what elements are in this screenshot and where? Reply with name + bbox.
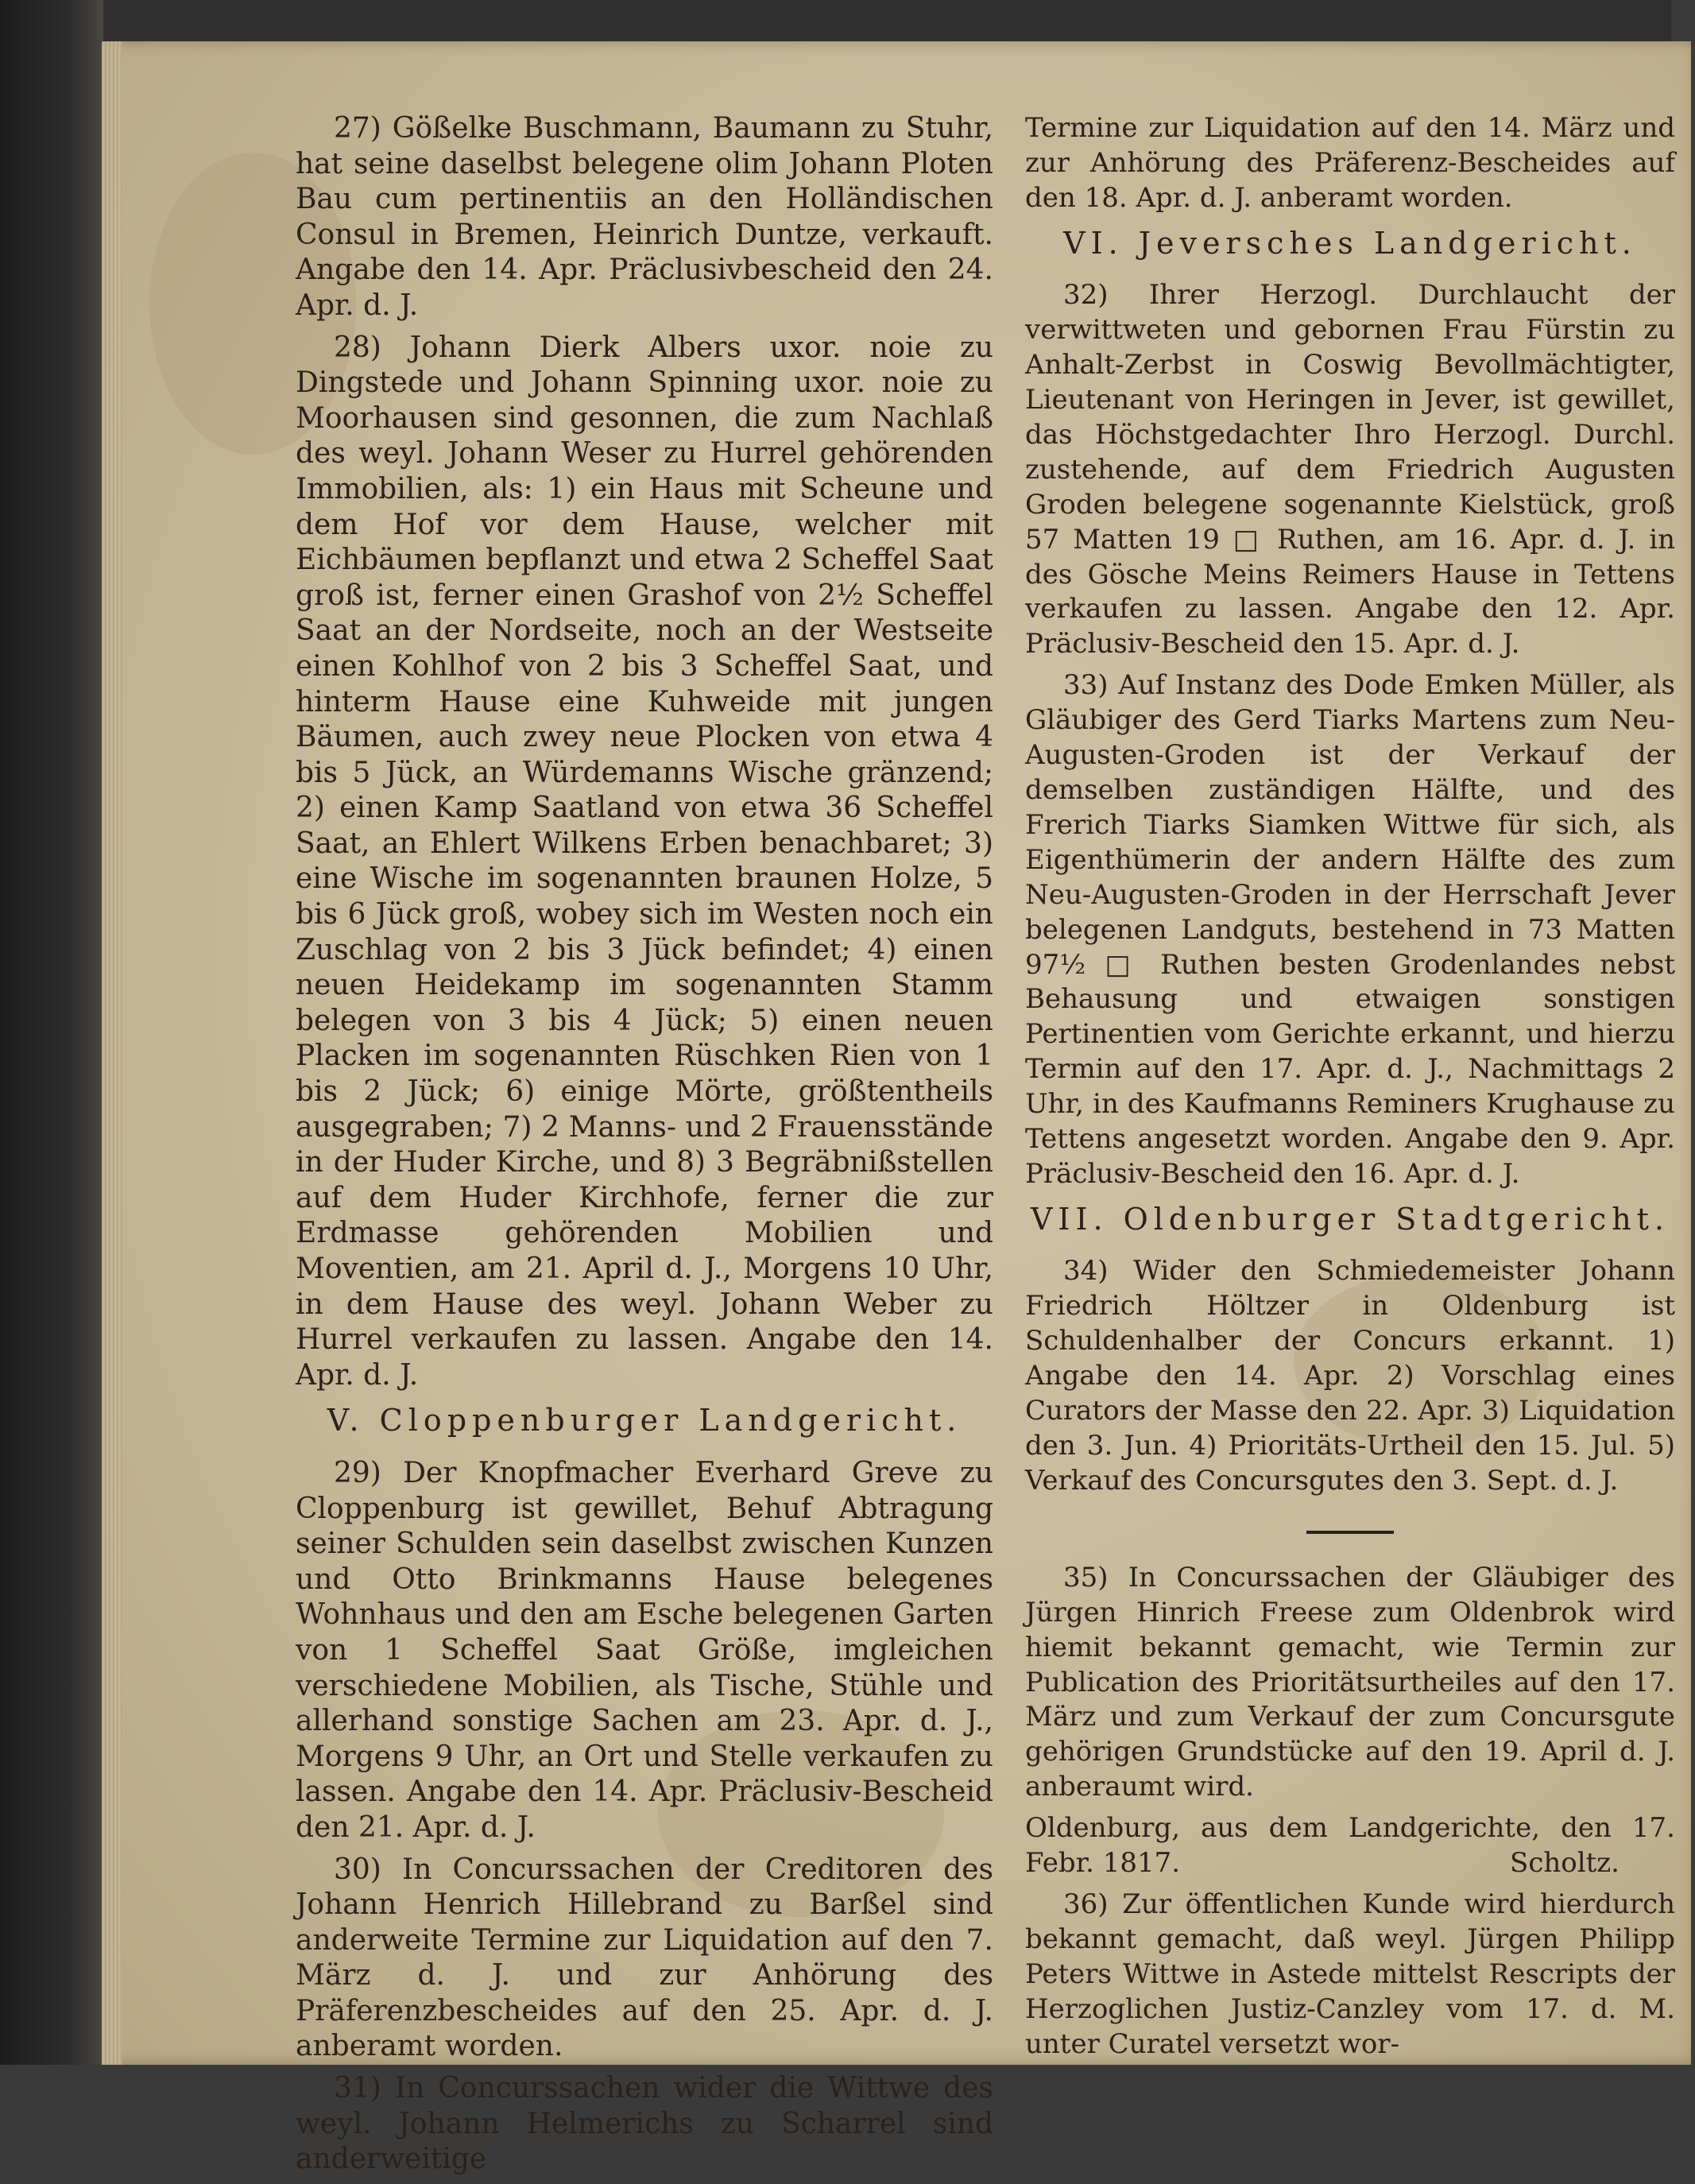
dateline (1025, 1811, 1675, 1881)
section-v-heading: V. Cloppenburger Landgericht. (327, 1403, 962, 1439)
notice-30: 30) In Concurssachen der Creditoren des Johann Henrich Hillebrand zu Barßel sind anderweite Termine zur Liquidation auf den 7. März d. J. und zur Anhörung des Präferenzbescheides auf den 25. Apr. d. J. anberamt worden. (296, 1853, 993, 2063)
notice-35: 35) In Concurssachen der Gläubiger des Jürgen Hinrich Freese zum Oldenbrok wird hiemit bekannt gemacht, wie Termin zur Publication des Prioritätsurtheiles auf den 17. März und zum Verkauf der zum Concursgute gehörigen Grundstücke auf den 19. April d. J. anberaumt wird. (1025, 1561, 1675, 1803)
section-vi-heading: VI. Jeversches Landgericht. (1063, 225, 1637, 261)
notice-28: 28) Johann Dierk Albers uxor. noie zu Dingstede und Johann Spinning uxor. noie zu Moorhausen sind gesonnen, die zum Nachlaß des weyl. Johann Weser zu Hurrel gehörenden Immobilien, als: 1) ein Haus mit Scheune und dem Hof vor dem Hause, welcher mit Eichbäumen bepflanzt und etwa 2 Scheffel Saat groß ist, ferner einen Grashof von 2½ Scheffel Saat an der Nordseite, noch an der Westseite einen Kohlhof von 2 bis 3 Scheffel Saat, und hinterm Hause eine Kuhweide mit jungen Bäumen, auch zwey neue Plocken von etwa 4 bis 5 Jück, an Würdemanns Wische gränzend; 2) einen Kamp Saatland von etwa 36 Scheffel Saat, an Ehlert Wilkens Erben benachbaret; 3) eine Wische im sogenannten braunen Holze, 5 bis 6 Jück groß, wobey sich im Westen noch ein Zuschlag von 2 bis 3 Jück befindet; 4) einen neuen Heidekamp im sogenannten Stamm belegen von 3 bis 4 Jück; 5) einen neuen Placken im sogenannten Rüschken Rien von 1 bis 2 Jück; 6) einige Mörte, größtentheils ausgegraben; 7) 2 Manns- und 2 Frauensstände in der Huder Kirche, und 8) 3 Begräbnißstellen auf dem Huder Kirchhofe, ferner die zur Erdmasse gehörenden Mobilien und Moventien, am 21. April d. J., Morgens 10 Uhr, in dem Hause des weyl. Johann Weber zu Hurrel verkaufen zu lassen. Angabe den 14. Apr. d. J. (296, 331, 993, 1392)
notice-32: 32) Ihrer Herzogl. Durchlaucht der verwittweten und gebornen Frau Fürstin zu Anhalt-Zerbst in Coswig Bevollmächtigter, Lieutenant von Heringen in Jever, ist gewillet, das Höchstgedachter Ihro Herzogl. Durchl. zustehende, auf dem Friedrich Augusten Groden belegene sogenannte Kielstück, groß 57 Matten 19 □ Ruthen, am 16. Apr. d. J. in des Gösche Meins Reimers Hause in Tettens verkaufen zu lassen. Angabe den 12. Apr. Präclusiv-Bescheid den 15. Apr. d. J. (1025, 279, 1675, 660)
dateline-text: Oldenburg, aus dem Landgerichte, den 17. Febr. 1817. (1025, 1812, 1675, 1880)
section-divider-rule (1306, 1531, 1394, 1534)
page-edge (102, 41, 122, 2065)
left-column (296, 111, 993, 2184)
right-column (1025, 111, 1675, 2069)
signature: Scholtz. (1510, 1847, 1620, 1880)
scan-background-left (0, 0, 103, 2065)
notice-29: 29) Der Knopfmacher Everhard Greve zu Cloppenburg ist gewillet, Behuf Abtragung seiner Schulden sein daselbst zwischen Kunzen und Otto Brinkmanns Hause belegenes Wohnhaus und den am Esche belegenen Garten von 1 Scheffel Saat Größe, imgleichen verschiedene Mobilien, als Tische, Stühle und allerhand sonstige Sachen am 23. Apr. d. J., Morgens 9 Uhr, an Ort und Stelle verkaufen zu lassen. Angabe den 14. Apr. Präclusiv-Bescheid den 21. Apr. d. J. (296, 1456, 993, 1844)
notice-36: 36) Zur öffentlichen Kunde wird hierdurch bekannt gemacht, daß weyl. Jürgen Philipp Peters Wittwe in Astede mittelst Rescripts der Herzoglichen Justiz-Canzley vom 17. d. M. unter Curatel versetzt wor- (1025, 1888, 1675, 2060)
notice-31: 31) In Concurssachen wider die Wittwe des weyl. Johann Helmerichs zu Scharrel sind anderweitige (296, 2072, 993, 2176)
section-vii-heading: VII. Oldenburger Stadtgericht. (1030, 1201, 1670, 1237)
notice-31-continuation: Termine zur Liquidation auf den 14. März und zur Anhörung des Präferenz-Bescheides auf den 18. Apr. d. J. anberamt worden. (1025, 112, 1675, 214)
notice-27: 27) Gößelke Buschmann, Baumann zu Stuhr, hat seine daselbst belegene olim Johann Ploten Bau cum pertinentiis an den Holländischen Consul in Bremen, Heinrich Duntze, verkauft. Angabe den 14. Apr. Präclusivbescheid den 24. Apr. d. J. (296, 112, 993, 322)
notice-33: 33) Auf Instanz des Dode Emken Müller, als Gläubiger des Gerd Tiarks Martens zum Neu-Augusten-Groden ist der Verkauf der demselben zuständigen Hälfte, und des Frerich Tiarks Siamken Wittwe für sich, als Eigenthümerin der andern Hälfte des zum Neu-Augusten-Groden in der Herrschaft Jever belegenen Landguts, bestehend in 73 Matten 97½ □ Ruthen besten Grodenlandes nebst Behausung und etwaigen sonstigen Pertinentien vom Gerichte erkannt, und hierzu Termin auf den 17. Apr. d. J., Nachmittags 2 Uhr, in des Kaufmanns Reminers Krughause zu Tettens angesetzt worden. Angabe den 9. Apr. Präclusiv-Bescheid den 16. Apr. d. J. (1025, 669, 1675, 1190)
notice-34: 34) Wider den Schmiedemeister Johann Friedrich Höltzer in Oldenburg ist Schuldenhalber der Concurs erkannt. 1) Angabe den 14. Apr. 2) Vorschlag eines Curators der Masse den 22. Apr. 3) Liquidation den 3. Jun. 4) Prioritäts-Urtheil den 15. Jul. 5) Verkauf des Concursgutes den 3. Sept. d. J. (1025, 1255, 1675, 1497)
